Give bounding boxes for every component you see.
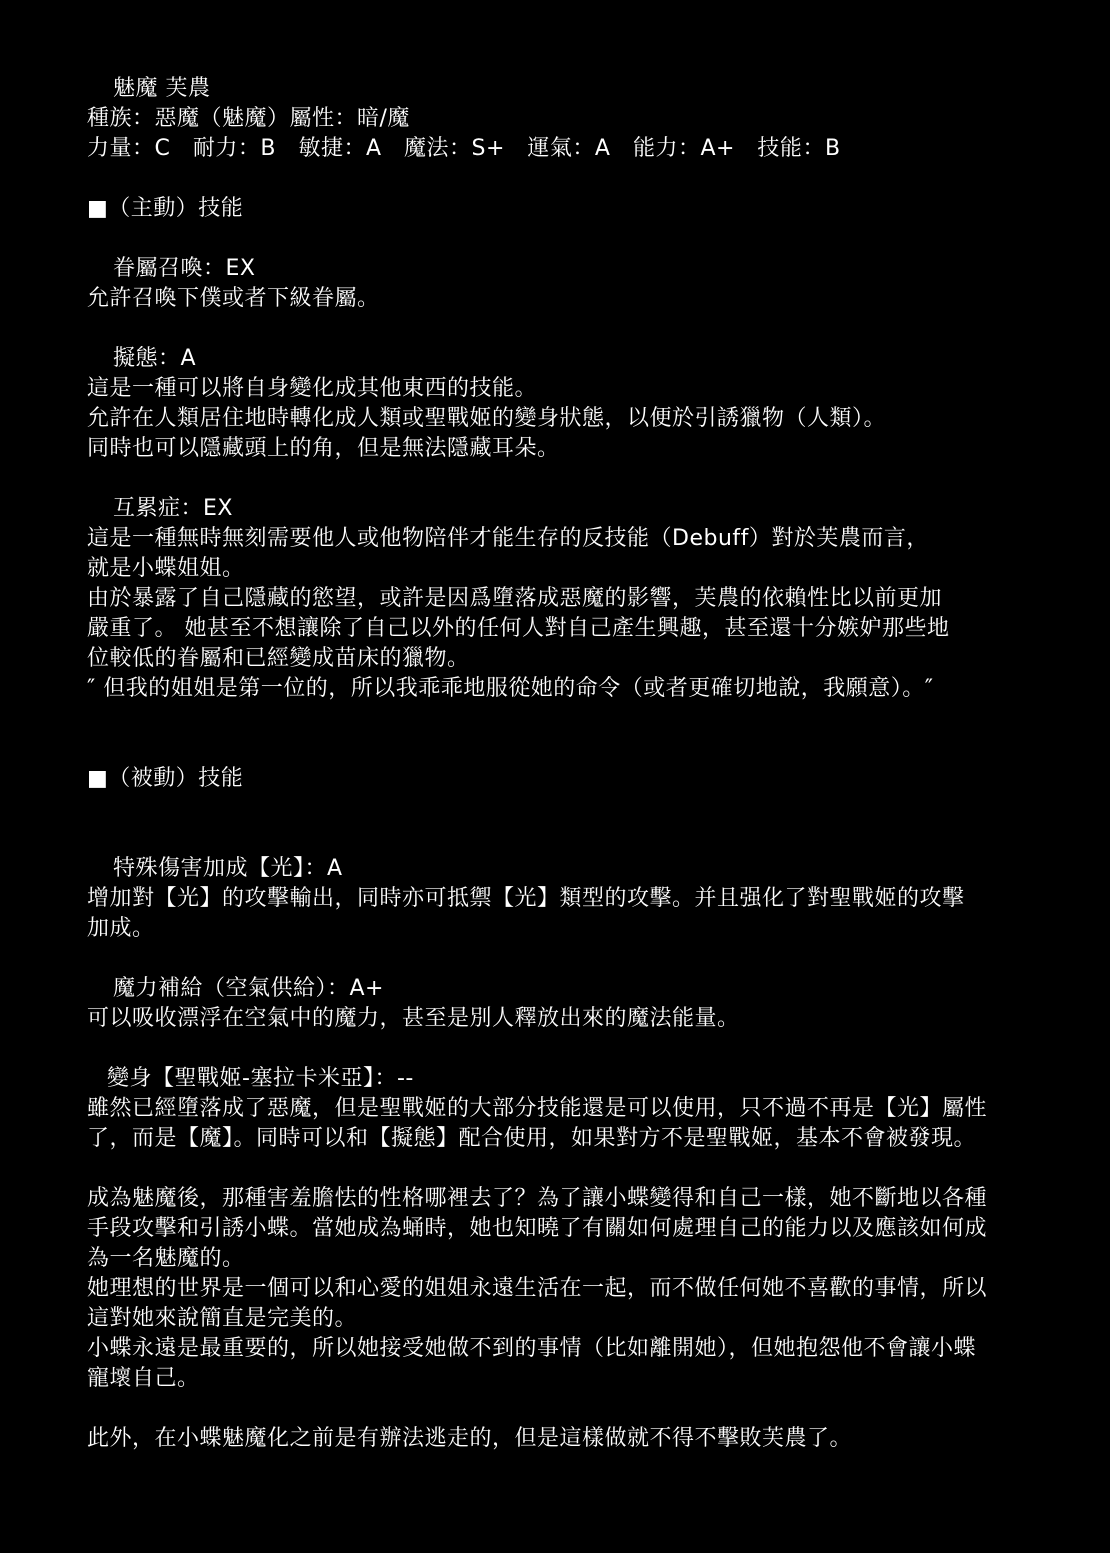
skill-description-line: 增加對【光】的攻擊輸出，同時亦可抵禦【光】類型的攻擊。并且强化了對聖戰姬的攻擊 [87,886,965,911]
skill-summon [87,254,1092,314]
skill-description-line: 雖然已經墮落成了惡魔，但是聖戰姬的大部分技能還是可以使用，只不過不再是【光】屬性 [87,1096,988,1121]
story-line: 她理想的世界是一個可以和心愛的姐姐永遠生活在一起，而不做任何她不喜歡的事情，所以 [87,1276,988,1301]
document-page [87,74,1092,1454]
skill-description-line: 允許在人類居住地時轉化成人類或聖戰姬的變身狀態，以便於引誘獵物（人類）。 [87,406,887,431]
skill-description-line: 這是一種可以將自身變化成其他東西的技能。 [87,376,538,401]
skill-description-line: 嚴重了。 她甚至不想讓除了自己以外的任何人對自己產生興趣，甚至還十分嫉妒那些地 [87,616,950,641]
story-paragraph [87,1424,1092,1454]
character-name: 魅魔 芙農 [113,76,211,101]
skill-title: 魔力補給（空氣供給）：A+ [113,976,384,1001]
skill-title: 眷屬召喚：EX [113,256,256,281]
skill-title: 擬態：A [113,346,197,371]
skill-mimicry [87,344,1092,464]
skill-description-line: 了，而是【魔】。同時可以和【擬態】配合使用，如果對方不是聖戰姬，基本不會被發現。 [87,1126,977,1151]
skill-description-line: 由於暴露了自己隱藏的慾望，或許是因爲墮落成惡魔的影響，芙農的依賴性比以前更加 [87,586,943,611]
story-line: 寵壞自己。 [87,1366,200,1391]
story-line: 為一名魅魔的。 [87,1246,245,1271]
skill-transformation [87,1064,1092,1154]
skill-title: 變身【聖戰姬-塞拉卡米亞】：-- [107,1066,414,1091]
skill-description-line: 允許召喚下僕或者下級眷屬。 [87,286,380,311]
skill-description-line: 可以吸收漂浮在空氣中的魔力，甚至是別人釋放出來的魔法能量。 [87,1006,740,1031]
skill-codependency [87,494,1092,704]
story-line: 手段攻擊和引誘小蝶。當她成為蛹時，她也知曉了有關如何處理自己的能力以及應該如何成 [87,1216,988,1241]
skill-light-damage [87,854,1092,944]
story-paragraph [87,1184,1092,1394]
stats-line: 力量：C 耐力：B 敏捷：A 魔法：S+ 運氣：A 能力：A+ 技能：B [87,136,841,161]
story-line: 小蝶永遠是最重要的，所以她接受她做不到的事情（比如離開她），但她抱怨他不會讓小蝶 [87,1336,977,1361]
skill-title: 特殊傷害加成【光】：A [113,856,343,881]
passive-skills-heading: ■（被動）技能 [87,766,244,791]
story-line: 成為魅魔後，那種害羞膽怯的性格哪裡去了？為了讓小蝶變得和自己一樣，她不斷地以各種 [87,1186,988,1211]
skill-description-line: 同時也可以隱藏頭上的角，但是無法隱藏耳朵。 [87,436,560,461]
skill-quote-line: ″ 但我的姐姐是第一位的，所以我乖乖地服從她的命令（或者更確切地說，我願意）。″ [87,676,934,701]
skill-description-line: 就是小蝶姐姐。 [87,556,245,581]
story-line: 此外，在小蝶魅魔化之前是有辦法逃走的，但是這樣做就不得不擊敗芙農了。 [87,1426,853,1451]
skill-description-line: 這是一種無時無刻需要他人或他物陪伴才能生存的反技能（Debuff）對於芙農而言， [87,526,929,551]
skill-description-line: 位較低的眷屬和已經變成苗床的獵物。 [87,646,470,671]
skill-mana-supply [87,974,1092,1034]
skill-description-line: 加成。 [87,916,155,941]
skill-title: 互累症：EX [113,496,233,521]
race-attribute-line: 種族：惡魔（魅魔）屬性：暗/魔 [87,106,410,131]
story-line: 這對她來說簡直是完美的。 [87,1306,358,1331]
active-skills-heading: ■（主動）技能 [87,196,244,221]
